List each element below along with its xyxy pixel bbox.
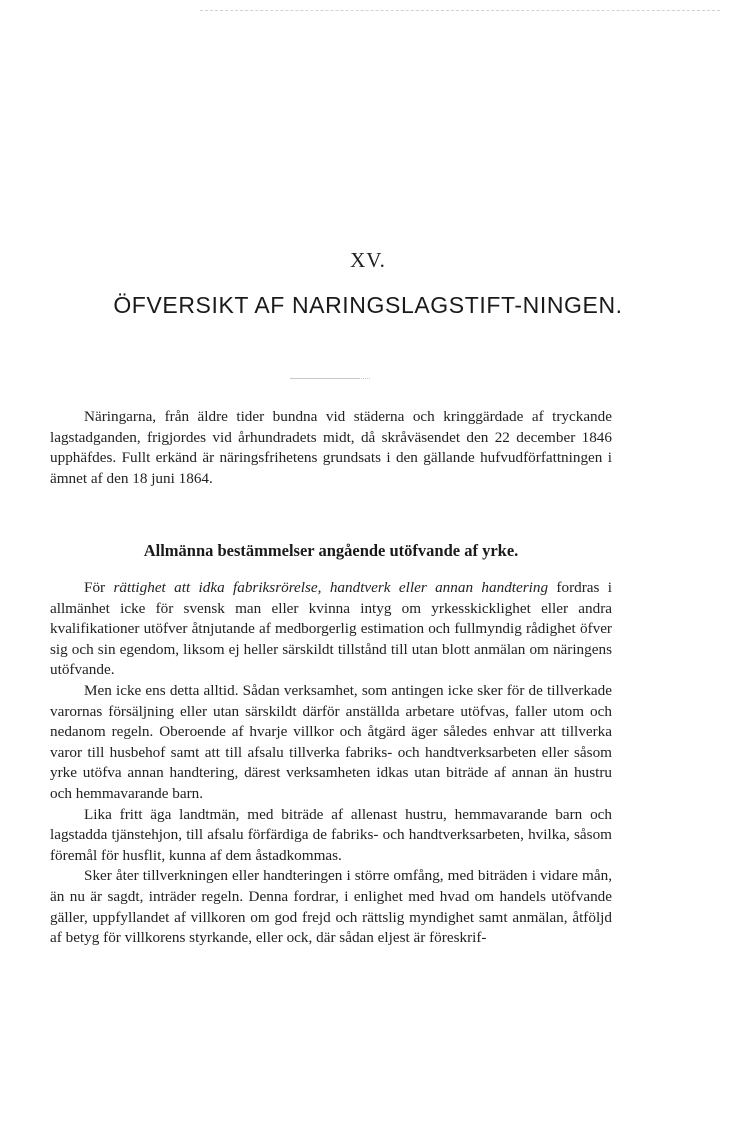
- chapter-title: ÖFVERSIKT AF NARINGSLAGSTIFT-NINGEN.: [113, 292, 623, 318]
- intro-paragraph: Näringarna, från äldre tider bundna vid städerna och kringgärdade af tryckande lagstadganden, frigjordes vid århundradets midt, då skråväsendet den 22 december 1846 upphäfdes. Fullt erkänd är näringsfrihetens grundsats i den gällande hufvudförfattningen i ämnet af den 18 juni 1864.: [50, 408, 612, 487]
- paragraph-4: Sker åter tillverkningen eller handteringen i större omfång, med biträden i vidare mån, än nu är sagdt, inträder regeln. Denna fordrar, i enlighet med hvad om handels utöfvande gäller, uppfyllandet af villkoren om god frejd och rättslig myndighet samt anmälan, åtföljd af betyg för villkorens styrkande, eller ock, där sådan eljest är föreskrif-: [50, 867, 612, 947]
- paragraph-2: Men icke ens detta alltid. Sådan verksamhet, som antingen icke sker för de tillverkade varornas försäljning eller utan särskildt därför anställda arbetare utöfvas, faller utom och nedanom regeln. Oberoende af hvarje villkor och åtgärd äger således enhvar att tillverka varor till husbehof samt att till afsalu tillverka fabriks- och handtverksarbeten eller såsom yrke utöfva annan handtering, därest verksamheten idkas utan biträde af annan än hustru och hemmavarande barn.: [50, 681, 612, 802]
- chapter-number: XV.: [350, 248, 386, 272]
- paragraph-3: Lika fritt äga landtmän, med biträde af allenast hustru, hemmavarande barn och lagstadda tjänstehjon, till afsalu förfärdiga de fabriks- och handtverksarbeten, hvilka, såsom föremål för husflit, kunna af dem åstadkommas.: [50, 805, 612, 864]
- paragraph-1-italic: rättighet att idka fabriksrörelse, handtverk eller annan handtering: [113, 579, 549, 596]
- paragraph-1-rest: fordras i allmänhet icke för svensk man eller kvinna intyg om yrkesskicklighet eller andra kvalifikationer utöfver åtnjutande af medborgerlig estimation och fullmyndig rådighet öfver sig och sin egendom, liksom ej heller särskildt tillstånd till utan blott anmälan om näringens utöfvande.: [50, 579, 613, 679]
- intro-text: [50, 407, 612, 489]
- title-divider-dots: [348, 378, 370, 379]
- section-heading: Allmänna bestämmelser angående utöfvande af yrke.: [143, 541, 519, 560]
- paragraph-1: [50, 578, 612, 681]
- section-body: [50, 578, 612, 949]
- paragraph-1-lead: För: [84, 579, 106, 596]
- top-edge-rule: [200, 10, 720, 11]
